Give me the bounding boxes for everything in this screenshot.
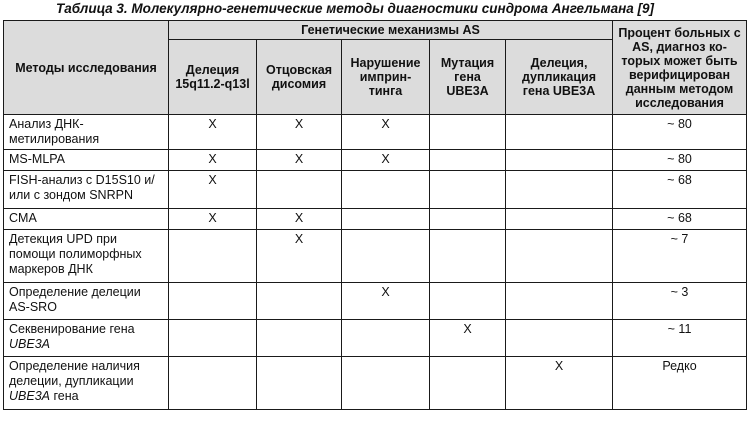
mark-cell: X	[169, 150, 257, 171]
gene-name: UBE3A	[9, 337, 50, 351]
mark-cell	[169, 320, 257, 357]
table-row	[4, 209, 747, 230]
table-row	[4, 115, 747, 150]
method-text: Секвенирование гена	[9, 322, 135, 336]
mark-cell	[506, 320, 613, 357]
diagnostics-table	[3, 20, 747, 410]
mark-cell	[257, 171, 342, 209]
method-cell: Определение делеции AS-SRO	[4, 283, 169, 320]
percent-cell: ~ 68	[613, 209, 747, 230]
mark-cell	[430, 115, 506, 150]
percent-cell: ~ 11	[613, 320, 747, 357]
mark-cell	[257, 283, 342, 320]
mark-cell	[342, 171, 430, 209]
mark-cell: X	[257, 209, 342, 230]
mark-cell	[342, 230, 430, 283]
mark-cell: X	[257, 115, 342, 150]
gene-name: UBE3A	[9, 389, 50, 403]
header-upd: Отцовская дисомия	[257, 40, 342, 115]
mark-cell	[169, 283, 257, 320]
method-text: Определение наличия делеции, дупликации	[9, 359, 140, 388]
table-caption: Таблица 3. Молекулярно-генетические методы диагностики синдрома Ангельмана [9]	[56, 1, 655, 16]
header-genetic-mechanisms: Генетические механизмы AS	[169, 21, 613, 40]
mark-cell	[342, 209, 430, 230]
mark-cell: X	[257, 150, 342, 171]
mark-cell	[506, 150, 613, 171]
mark-cell: X	[169, 115, 257, 150]
header-ube3a-mutation: Мутация гена UBE3A	[430, 40, 506, 115]
percent-cell: ~ 7	[613, 230, 747, 283]
header-deletion: Делеция 15q11.2-q13l	[169, 40, 257, 115]
mark-cell	[342, 320, 430, 357]
percent-cell: ~ 68	[613, 171, 747, 209]
mark-cell	[257, 357, 342, 410]
mark-cell	[169, 230, 257, 283]
method-text-suffix: гена	[53, 389, 79, 403]
table-row	[4, 171, 747, 209]
mark-cell	[430, 171, 506, 209]
table-row	[4, 283, 747, 320]
percent-cell: ~ 80	[613, 150, 747, 171]
table-row	[4, 357, 747, 410]
header-imprinting: Нарушение импринтинга	[342, 40, 430, 115]
mark-cell	[169, 357, 257, 410]
mark-cell: X	[342, 115, 430, 150]
method-cell	[4, 357, 169, 410]
method-cell: CMA	[4, 209, 169, 230]
header-methods: Методы исследования	[4, 21, 169, 115]
table-row	[4, 230, 747, 283]
mark-cell: X	[169, 209, 257, 230]
mark-cell	[430, 357, 506, 410]
mark-cell	[430, 283, 506, 320]
method-cell: FISH-анализ с D15S10 и/или с зондом SNRPN	[4, 171, 169, 209]
method-cell: Детекция UPD при помощи полиморфных маркеров ДНК	[4, 230, 169, 283]
mark-cell	[506, 209, 613, 230]
mark-cell	[506, 115, 613, 150]
table-row	[4, 150, 747, 171]
mark-cell	[342, 357, 430, 410]
method-cell: Анализ ДНК-метилирования	[4, 115, 169, 150]
percent-cell: ~ 3	[613, 283, 747, 320]
table-row	[4, 320, 747, 357]
mark-cell	[506, 283, 613, 320]
mark-cell	[257, 320, 342, 357]
mark-cell	[430, 230, 506, 283]
mark-cell: X	[506, 357, 613, 410]
mark-cell: X	[430, 320, 506, 357]
mark-cell	[506, 230, 613, 283]
mark-cell: X	[342, 283, 430, 320]
percent-cell: ~ 80	[613, 115, 747, 150]
header-ube3a-dup-deletion: Делеция, дупликация гена UBE3A	[506, 40, 613, 115]
header-percent: Процент больных с AS, диагноз которых может быть верифицирован данным методом исследования	[613, 21, 747, 115]
percent-cell: Редко	[613, 357, 747, 410]
mark-cell	[430, 150, 506, 171]
mark-cell: X	[257, 230, 342, 283]
mark-cell: X	[342, 150, 430, 171]
mark-cell	[430, 209, 506, 230]
mark-cell: X	[169, 171, 257, 209]
mark-cell	[506, 171, 613, 209]
method-cell	[4, 320, 169, 357]
method-cell: MS-MLPA	[4, 150, 169, 171]
